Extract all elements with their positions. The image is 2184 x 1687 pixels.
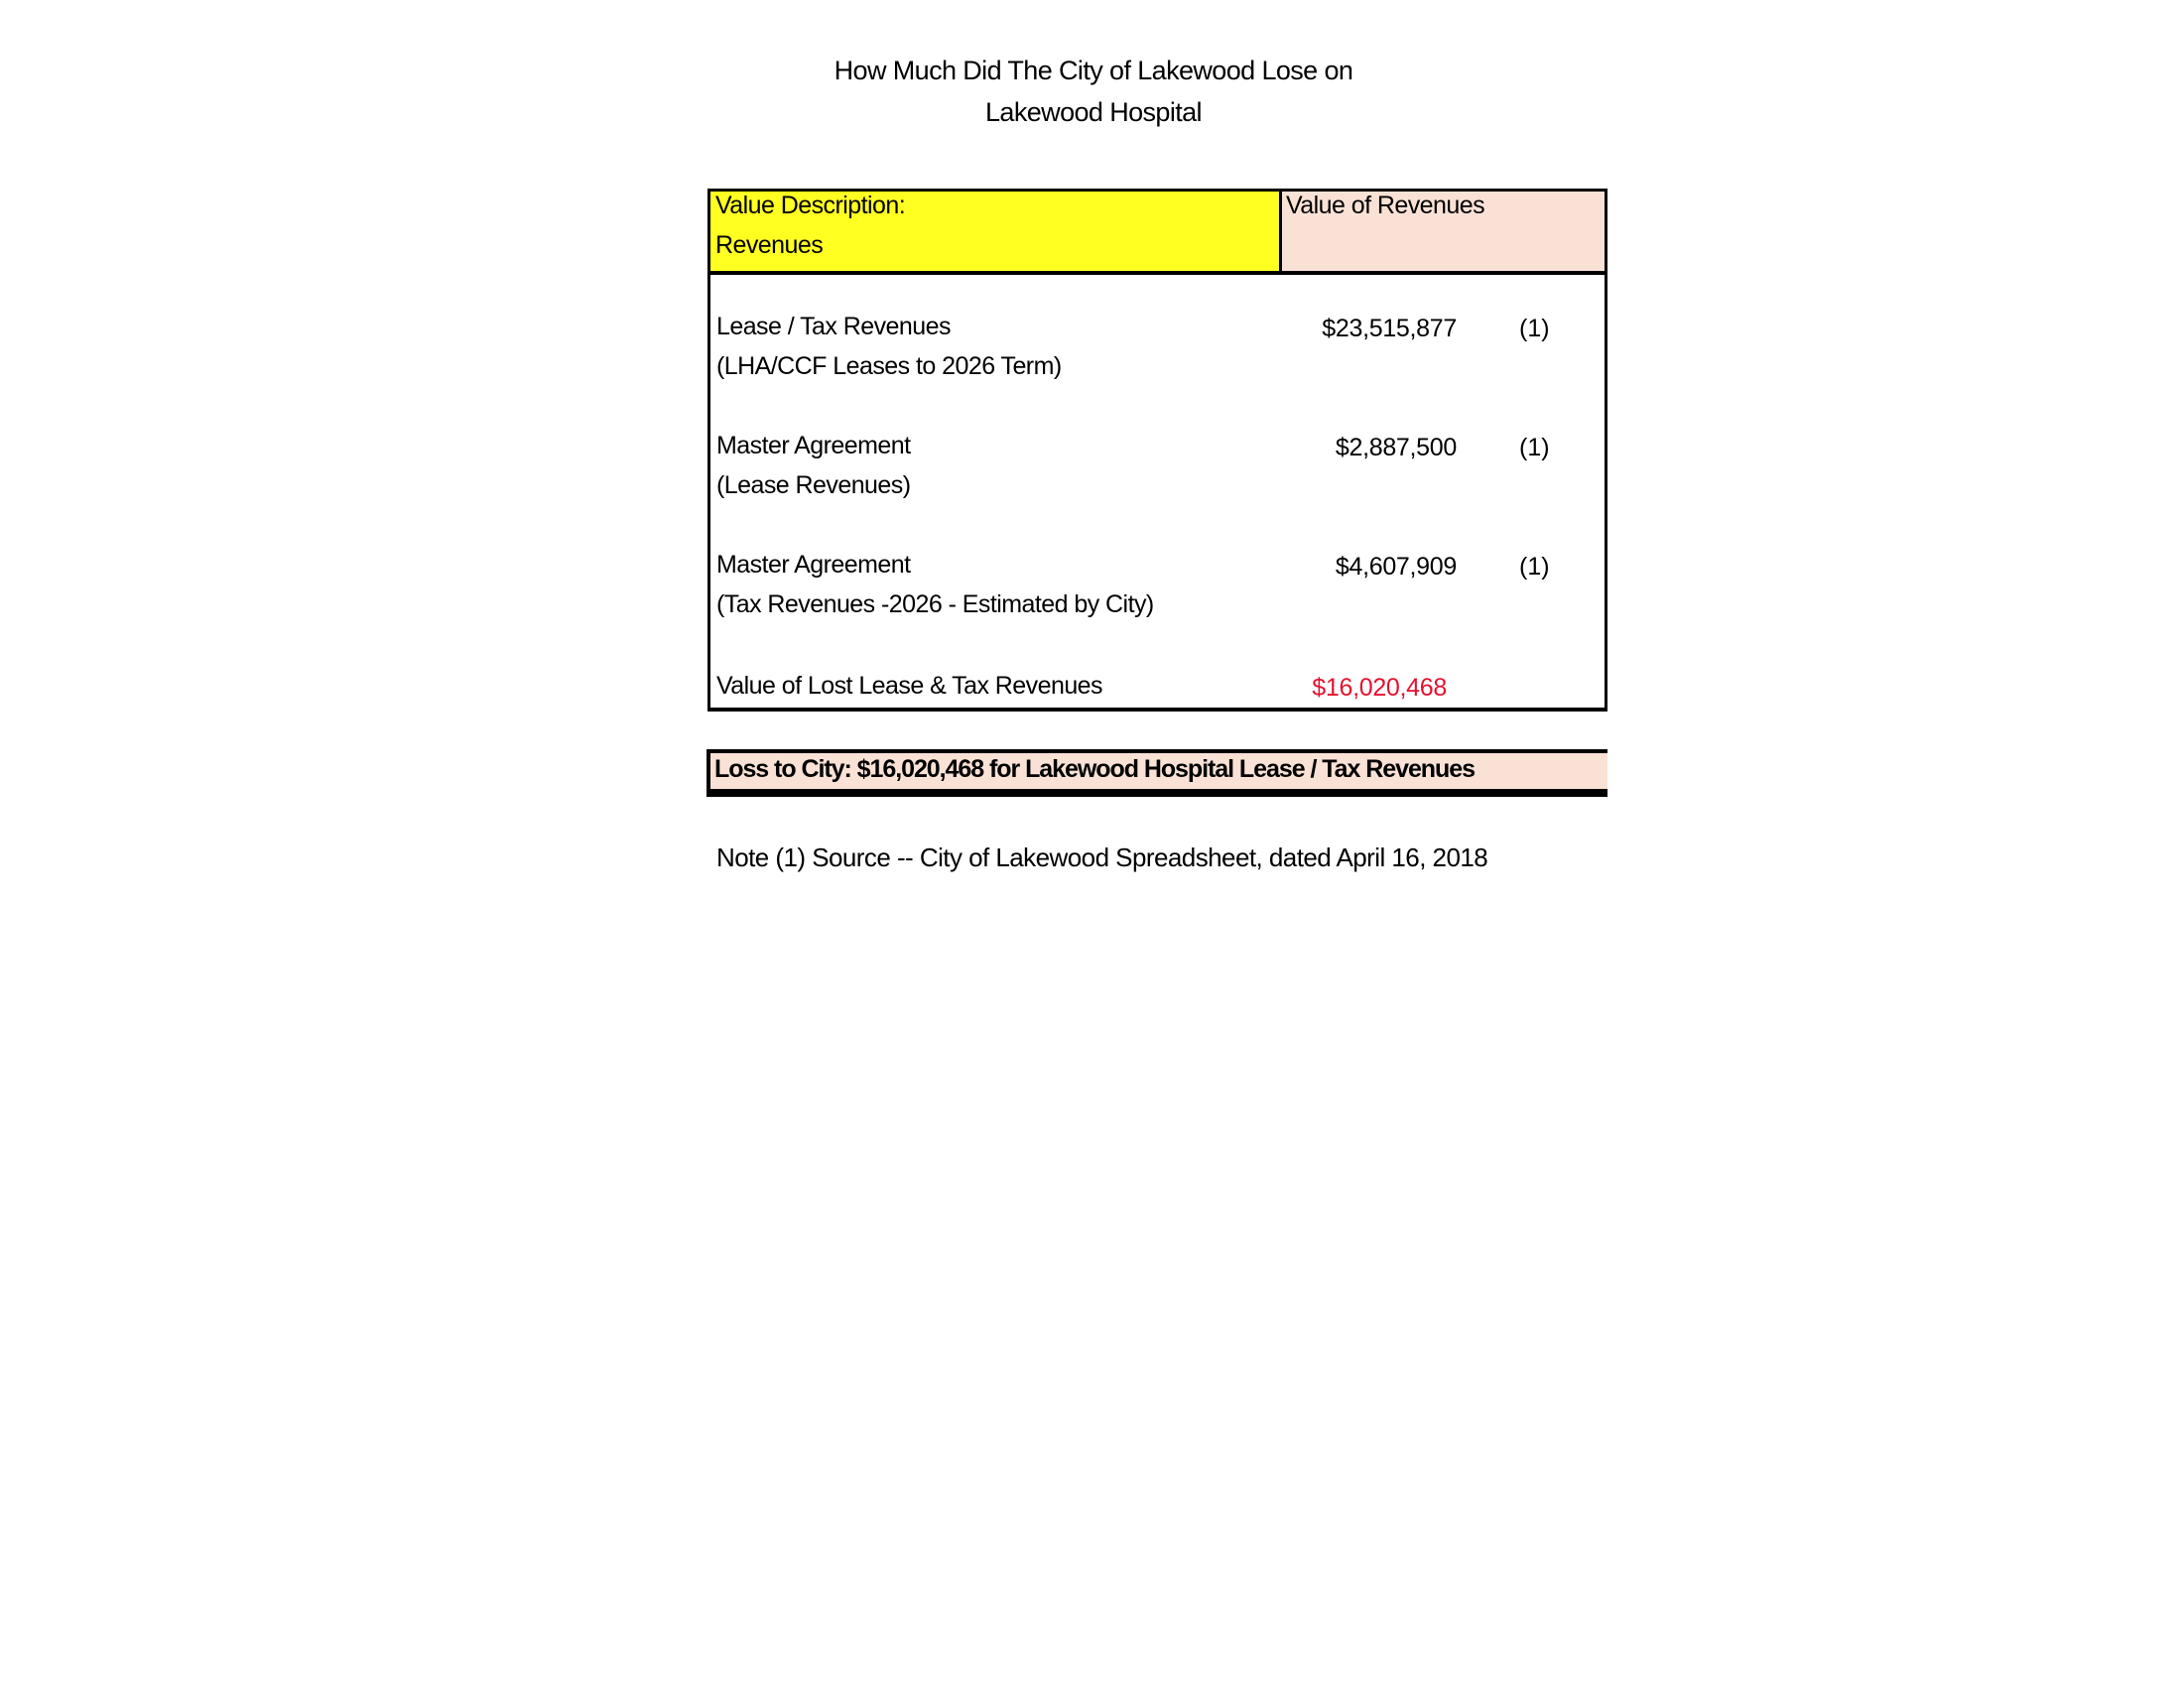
header-description-line-1: Value Description: bbox=[715, 192, 906, 219]
row-label-line-1: Master Agreement bbox=[716, 551, 911, 579]
header-description-line-2: Revenues bbox=[715, 231, 824, 259]
row-value: $23,515,877 bbox=[1322, 315, 1457, 342]
row-value: $4,607,909 bbox=[1335, 553, 1457, 581]
row-label-line-1: Lease / Tax Revenues bbox=[716, 313, 951, 340]
page-title-line-2: Lakewood Hospital bbox=[985, 97, 1202, 127]
loss-summary-text: Loss to City: $16,020,468 for Lakewood Hospital Lease / Tax Revenues bbox=[714, 755, 1475, 783]
loss-summary-box bbox=[707, 749, 1607, 797]
total-label: Value of Lost Lease & Tax Revenues bbox=[716, 672, 1102, 700]
total-value: $16,020,468 bbox=[1312, 674, 1447, 702]
row-label-line-2: (Lease Revenues) bbox=[716, 471, 911, 499]
header-description-cell bbox=[710, 192, 1282, 275]
row-note-ref: (1) bbox=[1519, 553, 1550, 581]
row-label-line-2: (Tax Revenues -2026 - Estimated by City) bbox=[716, 590, 1154, 618]
header-value-cell bbox=[1282, 192, 1605, 275]
revenue-table bbox=[707, 189, 1607, 712]
page-title-line-1: How Much Did The City of Lakewood Lose on bbox=[834, 56, 1353, 85]
row-label-line-2: (LHA/CCF Leases to 2026 Term) bbox=[716, 352, 1062, 380]
row-note-ref: (1) bbox=[1519, 315, 1550, 342]
row-note-ref: (1) bbox=[1519, 434, 1550, 461]
row-value: $2,887,500 bbox=[1335, 434, 1457, 461]
footnote: Note (1) Source -- City of Lakewood Spreadsheet, dated April 16, 2018 bbox=[716, 843, 1488, 872]
header-value-label: Value of Revenues bbox=[1286, 192, 1485, 219]
row-label-line-1: Master Agreement bbox=[716, 432, 911, 459]
